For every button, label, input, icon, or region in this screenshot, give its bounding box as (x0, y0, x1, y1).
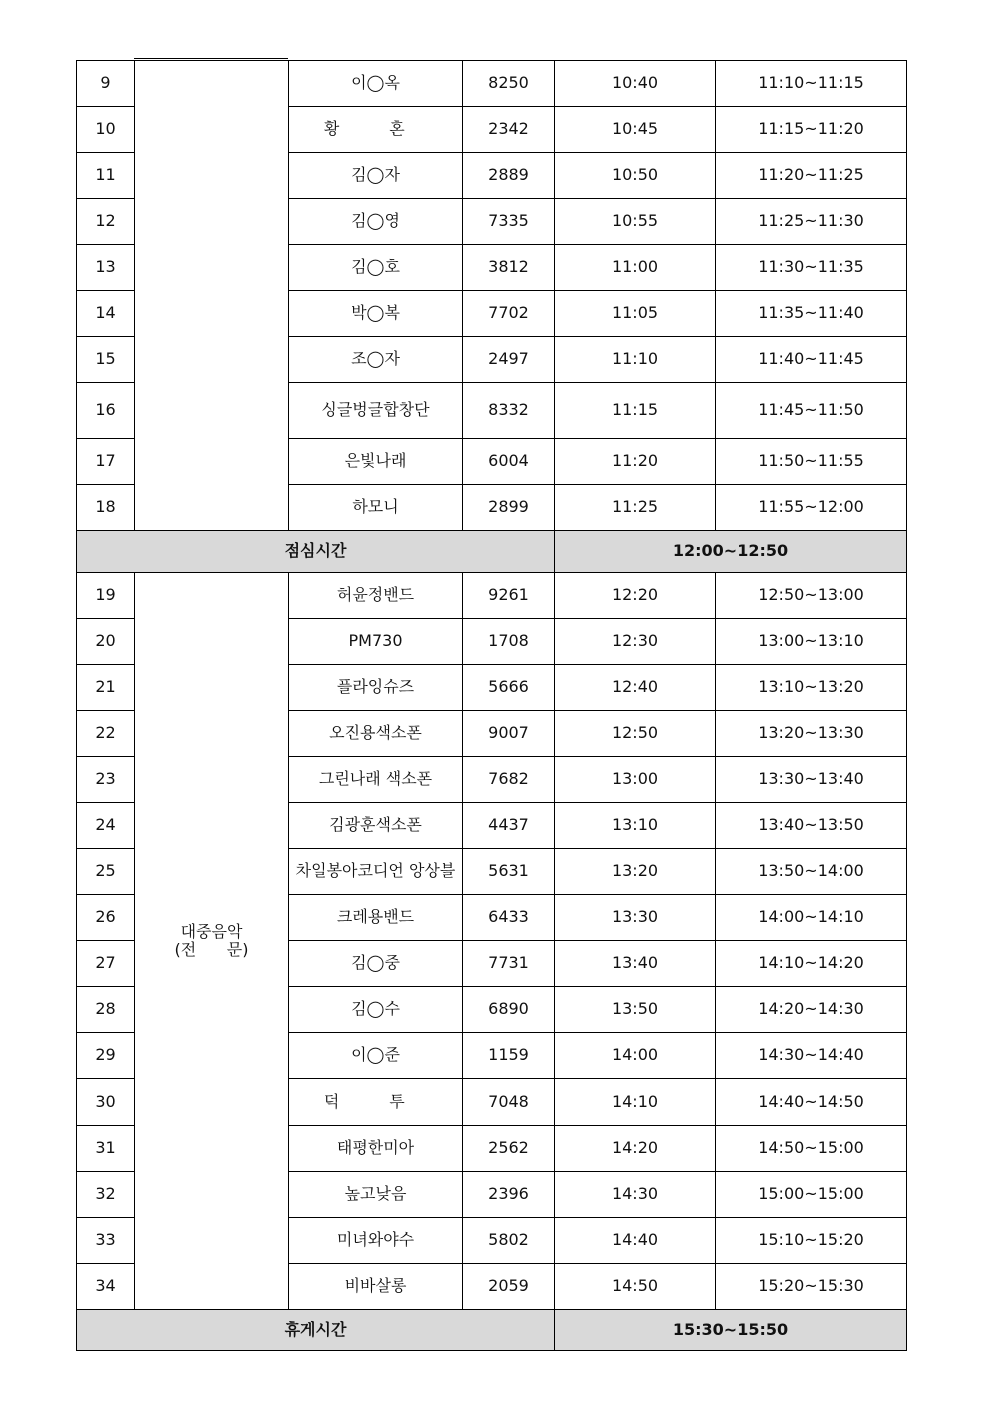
row-number: 16 (77, 383, 135, 439)
rehearsal-time: 13:20 (555, 849, 716, 895)
lunch-break-section (77, 531, 907, 573)
rehearsal-time: 11:05 (555, 291, 716, 337)
rehearsal-time: 13:10 (555, 803, 716, 849)
performer-name: 김◯영 (289, 199, 463, 245)
performer-name: 미녀와야수 (289, 1218, 463, 1264)
performer-name: 김◯호 (289, 245, 463, 291)
performance-slot: 11:50~11:55 (716, 439, 907, 485)
row-number: 10 (77, 107, 135, 153)
entry-code: 2899 (463, 485, 555, 531)
row-number: 25 (77, 849, 135, 895)
entry-code: 7731 (463, 941, 555, 987)
rehearsal-time: 14:00 (555, 1033, 716, 1079)
performance-slot: 12:50~13:00 (716, 573, 907, 619)
category-top-rule (134, 58, 288, 59)
entry-code: 4437 (463, 803, 555, 849)
rehearsal-time: 11:10 (555, 337, 716, 383)
performance-slot: 15:10~15:20 (716, 1218, 907, 1264)
entry-code: 6890 (463, 987, 555, 1033)
entry-code: 5802 (463, 1218, 555, 1264)
rehearsal-time: 13:50 (555, 987, 716, 1033)
performance-slot: 11:30~11:35 (716, 245, 907, 291)
row-number: 34 (77, 1264, 135, 1310)
category-cell (135, 573, 289, 1310)
rehearsal-time: 11:00 (555, 245, 716, 291)
rehearsal-time: 12:20 (555, 573, 716, 619)
row-number: 33 (77, 1218, 135, 1264)
performance-slot: 13:00~13:10 (716, 619, 907, 665)
performance-slot: 15:00~15:00 (716, 1172, 907, 1218)
entry-code: 2889 (463, 153, 555, 199)
performer-name: 플라잉슈즈 (289, 665, 463, 711)
row-number: 24 (77, 803, 135, 849)
schedule-section-morning (77, 61, 907, 531)
performer-name: 싱글벙글합창단 (289, 383, 463, 439)
performance-slot: 11:10~11:15 (716, 61, 907, 107)
performance-slot: 14:30~14:40 (716, 1033, 907, 1079)
rehearsal-time: 13:40 (555, 941, 716, 987)
performance-slot: 15:20~15:30 (716, 1264, 907, 1310)
performer-name: 크레용밴드 (289, 895, 463, 941)
rehearsal-time: 10:45 (555, 107, 716, 153)
rest-break-time: 15:30~15:50 (555, 1310, 907, 1351)
performer-name: 비바살롱 (289, 1264, 463, 1310)
rehearsal-time: 12:50 (555, 711, 716, 757)
entry-code: 5631 (463, 849, 555, 895)
performer-name: 이◯준 (289, 1033, 463, 1079)
performer-name: 조◯자 (289, 337, 463, 383)
performer-name: 은빛나래 (289, 439, 463, 485)
table-row (77, 573, 907, 619)
performance-slot: 14:00~14:10 (716, 895, 907, 941)
row-number: 32 (77, 1172, 135, 1218)
category-cell (135, 61, 289, 531)
performance-slot: 13:40~13:50 (716, 803, 907, 849)
rehearsal-time: 14:30 (555, 1172, 716, 1218)
row-number: 22 (77, 711, 135, 757)
entry-code: 1708 (463, 619, 555, 665)
entry-code: 7702 (463, 291, 555, 337)
performer-name: 박◯복 (289, 291, 463, 337)
performance-slot: 13:20~13:30 (716, 711, 907, 757)
rehearsal-time: 14:50 (555, 1264, 716, 1310)
performer-name: 황 혼 (289, 107, 463, 153)
row-number: 12 (77, 199, 135, 245)
performance-slot: 11:45~11:50 (716, 383, 907, 439)
performer-name: 태평한미아 (289, 1126, 463, 1172)
performance-slot: 11:15~11:20 (716, 107, 907, 153)
rehearsal-time: 11:20 (555, 439, 716, 485)
rest-break-row (77, 1310, 907, 1351)
entry-code: 9007 (463, 711, 555, 757)
row-number: 20 (77, 619, 135, 665)
entry-code: 9261 (463, 573, 555, 619)
row-number: 17 (77, 439, 135, 485)
lunch-break-row (77, 531, 907, 573)
row-number: 19 (77, 573, 135, 619)
schedule-section-afternoon (77, 573, 907, 1310)
table-row (77, 61, 907, 107)
performer-name: 이◯옥 (289, 61, 463, 107)
row-number: 30 (77, 1079, 135, 1126)
rehearsal-time: 14:40 (555, 1218, 716, 1264)
row-number: 15 (77, 337, 135, 383)
lunch-break-time: 12:00~12:50 (555, 531, 907, 573)
performer-name: 그린나래 색소폰 (289, 757, 463, 803)
rehearsal-time: 10:55 (555, 199, 716, 245)
rehearsal-time: 10:40 (555, 61, 716, 107)
entry-code: 8332 (463, 383, 555, 439)
row-number: 14 (77, 291, 135, 337)
rehearsal-time: 11:15 (555, 383, 716, 439)
performer-name: PM730 (289, 619, 463, 665)
performer-name: 김광훈색소폰 (289, 803, 463, 849)
performer-name: 김◯수 (289, 987, 463, 1033)
row-number: 28 (77, 987, 135, 1033)
performance-slot: 13:50~14:00 (716, 849, 907, 895)
category-type: (전 문) (174, 940, 249, 959)
row-number: 31 (77, 1126, 135, 1172)
performance-slot: 11:20~11:25 (716, 153, 907, 199)
performer-name: 허윤정밴드 (289, 573, 463, 619)
entry-code: 6004 (463, 439, 555, 485)
performer-name: 차일봉아코디언 앙상블 (289, 849, 463, 895)
row-number: 26 (77, 895, 135, 941)
performance-slot: 11:35~11:40 (716, 291, 907, 337)
rehearsal-time: 14:10 (555, 1079, 716, 1126)
rehearsal-time: 11:25 (555, 485, 716, 531)
lunch-break-label: 점심시간 (77, 531, 555, 573)
performance-slot: 11:55~12:00 (716, 485, 907, 531)
performer-name: 하모니 (289, 485, 463, 531)
rehearsal-time: 14:20 (555, 1126, 716, 1172)
row-number: 13 (77, 245, 135, 291)
entry-code: 7048 (463, 1079, 555, 1126)
row-number: 9 (77, 61, 135, 107)
rehearsal-time: 13:00 (555, 757, 716, 803)
performer-name: 김◯자 (289, 153, 463, 199)
rest-break-section (77, 1310, 907, 1351)
performance-schedule-table (76, 60, 907, 1351)
performer-name: 김◯중 (289, 941, 463, 987)
entry-code: 2059 (463, 1264, 555, 1310)
entry-code: 2562 (463, 1126, 555, 1172)
performance-slot: 13:30~13:40 (716, 757, 907, 803)
performer-name: 오진용색소폰 (289, 711, 463, 757)
performer-name: 높고낮음 (289, 1172, 463, 1218)
category-name: 대중음악 (180, 921, 243, 941)
performance-slot: 14:20~14:30 (716, 987, 907, 1033)
entry-code: 8250 (463, 61, 555, 107)
row-number: 27 (77, 941, 135, 987)
row-number: 21 (77, 665, 135, 711)
row-number: 18 (77, 485, 135, 531)
row-number: 29 (77, 1033, 135, 1079)
entry-code: 7335 (463, 199, 555, 245)
entry-code: 5666 (463, 665, 555, 711)
performer-name: 덕 투 (289, 1079, 463, 1126)
performance-slot: 13:10~13:20 (716, 665, 907, 711)
performance-slot: 14:40~14:50 (716, 1079, 907, 1126)
rehearsal-time: 12:40 (555, 665, 716, 711)
performance-slot: 14:50~15:00 (716, 1126, 907, 1172)
performance-slot: 11:25~11:30 (716, 199, 907, 245)
rest-break-label: 휴게시간 (77, 1310, 555, 1351)
performance-slot: 11:40~11:45 (716, 337, 907, 383)
entry-code: 3812 (463, 245, 555, 291)
row-number: 23 (77, 757, 135, 803)
entry-code: 2342 (463, 107, 555, 153)
entry-code: 7682 (463, 757, 555, 803)
rehearsal-time: 12:30 (555, 619, 716, 665)
entry-code: 6433 (463, 895, 555, 941)
entry-code: 2497 (463, 337, 555, 383)
performance-slot: 14:10~14:20 (716, 941, 907, 987)
rehearsal-time: 13:30 (555, 895, 716, 941)
entry-code: 2396 (463, 1172, 555, 1218)
row-number: 11 (77, 153, 135, 199)
rehearsal-time: 10:50 (555, 153, 716, 199)
entry-code: 1159 (463, 1033, 555, 1079)
